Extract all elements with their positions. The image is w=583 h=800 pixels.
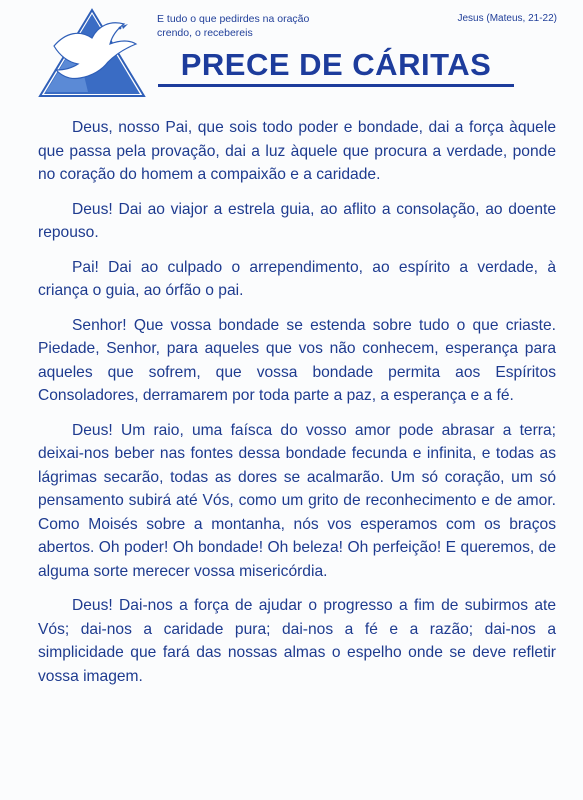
prayer-paragraph: Deus! Dai ao viajor a estrela guia, ao aflito a consolação, ao doente repouso. [38, 200, 556, 241]
quote-line-2: crendo, o recebereis [157, 27, 253, 39]
prayer-paragraph: Deus, nosso Pai, que sois todo poder e bondade, dai a força àquele que passa pela provação, dai a luz àquele que procura a verdade, ponde no coração do homem a compaixão e a caridade. [38, 119, 556, 183]
quote-reference: Jesus (Mateus, 21-22) [457, 13, 557, 24]
prayer-paragraph: Senhor! Que vossa bondade se estenda sobre tudo o que criaste. Piedade, Senhor, para aqueles que vos não conhecem, esperança para aqueles que sofrem, que vossa bondade permita aos Espíritos Consoladores, derramarem por toda parte a paz, a esperança e a fé. [38, 316, 556, 404]
page-title: PRECE DE CÁRITAS [180, 47, 492, 82]
prayer-body [38, 116, 556, 699]
prayer-paragraph: Deus! Um raio, uma faísca do vosso amor pode abrasar a terra; deixai-nos beber nas fontes dessa bondade fecunda e infinita, e todas as lágrimas secarão, todas as dores se acalmarão. Um só coração, um só pensamento subirá até Vós, como um grito de reconhecimento e de amor. Como Moisés sobre a montanha, nós vos esperamos com os braços abertos. Oh poder! Oh bondade! Oh beleza! Oh perfeição! E queremos, de alguma sorte merecer vossa misericórdia. [38, 421, 556, 580]
prayer-paragraph: Deus! Dai-nos a força de ajudar o progresso a fim de subirmos ate Vós; dai-nos a caridade pura; dai-nos a fé e a razão; dai-nos a simplicidade que fará das nossas almas o espelho onde se deve refletir vossa imagem. [38, 597, 556, 685]
title-block [158, 46, 514, 87]
header-quote [157, 12, 309, 40]
quote-line-1: E tudo o que pedirdes na oração [157, 13, 310, 25]
dove-triangle-icon [36, 6, 148, 100]
prayer-paragraph: Pai! Dai ao culpado o arrependimento, ao espírito a verdade, à criança o guia, ao órfão o pai. [38, 258, 556, 299]
